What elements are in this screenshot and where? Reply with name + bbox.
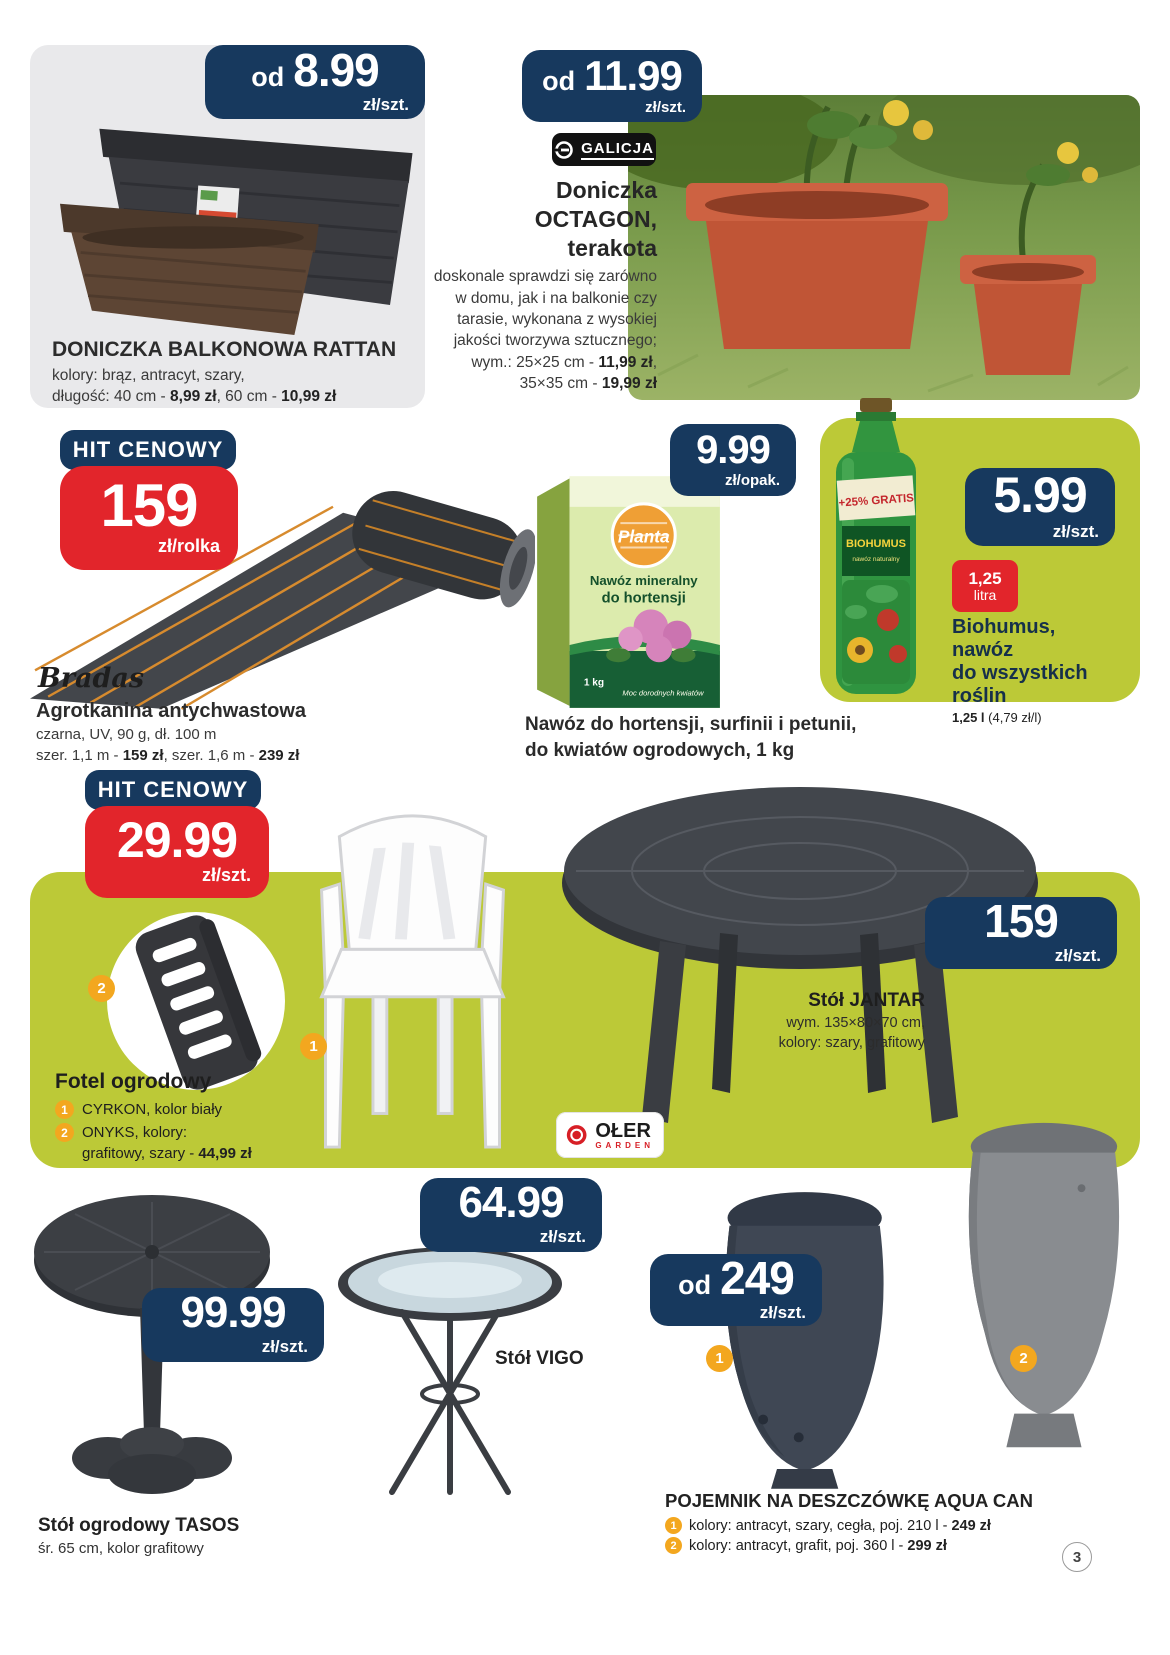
octagon-price-badge [522, 50, 702, 122]
rattan-desc: kolory: brąz, antracyt, szary, długość: 40 cm - 8,99 zł, 60 cm - 10,99 zł [52, 367, 337, 406]
fotel-item-2: 2 ONYKS, kolory: [55, 1123, 315, 1142]
tasos-desc: śr. 65 cm, kolor grafitowy [38, 1540, 204, 1557]
jantar-price-badge [925, 897, 1117, 969]
price-value: 64.99 [458, 1178, 564, 1227]
planta-brand-text: Planta [617, 526, 670, 547]
biohumus-sublabel-text: nawóz naturalny [852, 556, 900, 563]
page-number: 3 [1062, 1542, 1092, 1572]
tasos-title: Stół ogrodowy TASOS [38, 1515, 240, 1536]
biohumus-name: Biohumus, nawóz do wszystkich roślin [952, 616, 1088, 707]
galicja-g-icon [554, 140, 574, 160]
onyks-marker: 2 [88, 975, 115, 1002]
rattan-title: DONICZKA BALKONOWA RATTAN [52, 338, 397, 361]
aquacan-marker-2: 2 [1010, 1345, 1037, 1372]
fotel-hit-badge: HIT CENOWY [85, 770, 261, 810]
fotel-title: Fotel ogrodowy [55, 1070, 212, 1093]
price-prefix: od [251, 62, 285, 92]
price-unit: zł/rolka [157, 535, 220, 556]
price-unit: zł/szt. [1052, 522, 1099, 541]
price-value: 159 [100, 471, 198, 539]
oler-circle-icon [566, 1122, 587, 1148]
agro-desc: czarna, UV, 90 g, dł. 100 m szer. 1,1 m - 159 zł, szer. 1,6 m - 239 zł [36, 726, 300, 764]
aquacan-item-1: 1 kolory: antracyt, szary, cegła, poj. 210 l - 249 zł [665, 1517, 1135, 1534]
aquacan-price-badge [650, 1254, 822, 1326]
price-unit: zł/szt. [261, 1337, 308, 1356]
fotel-item-2-line2: grafitowy, szary - 44,99 zł [82, 1145, 252, 1162]
biohumus-bottle-image [826, 398, 926, 698]
octagon-desc: doskonale sprawdzi się zarówno w domu, jak i na balkonie czy tarasie, wykonana z wysokiej jakości tworzywa sztucznego; wym.: 25×25 cm - 11,99 zł, 35×35 cm - 19,99 zł [433, 268, 657, 393]
biohumus-gratis-text: +25% GRATIS [838, 492, 915, 510]
fotel-price-badge [85, 806, 269, 898]
jantar-title: Stół JANTAR [808, 990, 925, 1011]
price-value: 9.99 [696, 427, 770, 472]
price-unit: zł/szt. [759, 1303, 806, 1322]
price-unit: zł/szt. [201, 864, 251, 885]
price-prefix: od [678, 1270, 712, 1300]
price-unit: zł/opak. [724, 471, 780, 489]
price-value: 11.99 [584, 51, 682, 99]
galicja-logo-text: GALICJA [581, 140, 654, 160]
bradas-logo: Bradas [38, 663, 145, 694]
jantar-desc: wym. 135×80×70 cm, kolory: szary, grafitowy [778, 1015, 925, 1051]
cyrkon-marker: 1 [300, 1033, 327, 1060]
cyrkon-chair-image [282, 800, 544, 1158]
price-unit: zł/szt. [539, 1227, 586, 1246]
aquacan-marker-1: 1 [706, 1345, 733, 1372]
galicja-logo [552, 133, 656, 166]
price-value: 29.99 [116, 811, 238, 868]
agro-title: Agrotkanina antychwastowa [36, 700, 307, 722]
hortensja-price-badge [670, 424, 796, 496]
planta-slogan-text: Moc dorodnych kwiatów [622, 688, 704, 698]
fotel-item-1: 1 CYRKON, kolor biały [55, 1100, 315, 1119]
rattan-price-badge [205, 45, 425, 119]
rattan-planters-image [45, 110, 420, 335]
biohumus-volume-badge: 1,25 litra [952, 560, 1018, 612]
oler-name-text: OŁER [595, 1119, 651, 1142]
vigo-table-image [330, 1242, 570, 1504]
tasos-price-badge [142, 1288, 324, 1362]
octagon-photo [628, 95, 1140, 400]
oler-sub-text: GARDEN [595, 1140, 654, 1150]
agro-hit-badge: HIT CENOWY [60, 430, 236, 470]
planta-line1-text: Nawóz mineralny [589, 573, 698, 589]
oler-garden-logo [556, 1112, 664, 1158]
hortensja-caption: Nawóz do hortensji, surfinii i petunii, do kwiatów ogrodowych, 1 kg [525, 714, 857, 761]
planta-weight-text: 1 kg [583, 677, 605, 689]
price-unit: zł/szt. [1054, 946, 1101, 965]
biohumus-price-badge [965, 468, 1115, 546]
vigo-price-badge [420, 1178, 602, 1252]
onyks-chair-photo [107, 912, 285, 1090]
agro-price-badge [60, 466, 238, 570]
price-value: 8.99 [293, 44, 379, 96]
price-value: 159 [984, 895, 1058, 947]
price-value: 5.99 [993, 467, 1087, 523]
price-value: 249 [720, 1252, 794, 1304]
aquacan-item-2: 2 kolory: antracyt, grafit, poj. 360 l - 299 zł [665, 1537, 1135, 1554]
price-value: 99.99 [180, 1288, 286, 1337]
biohumus-volume-line: 1,25 l (4,79 zł/l) [952, 710, 1042, 725]
octagon-title: Doniczka OCTAGON, terakota [534, 177, 657, 261]
price-unit: zł/szt. [645, 98, 686, 116]
vigo-title: Stół VIGO [495, 1348, 584, 1369]
biohumus-label-text: BIOHUMUS [846, 538, 906, 550]
aquacan-title: POJEMNIK NA DESZCZÓWKĘ AQUA CAN [665, 1490, 1033, 1511]
price-prefix: od [542, 65, 576, 96]
price-unit: zł/szt. [362, 95, 409, 114]
planta-line2-text: do hortensji [601, 590, 686, 607]
